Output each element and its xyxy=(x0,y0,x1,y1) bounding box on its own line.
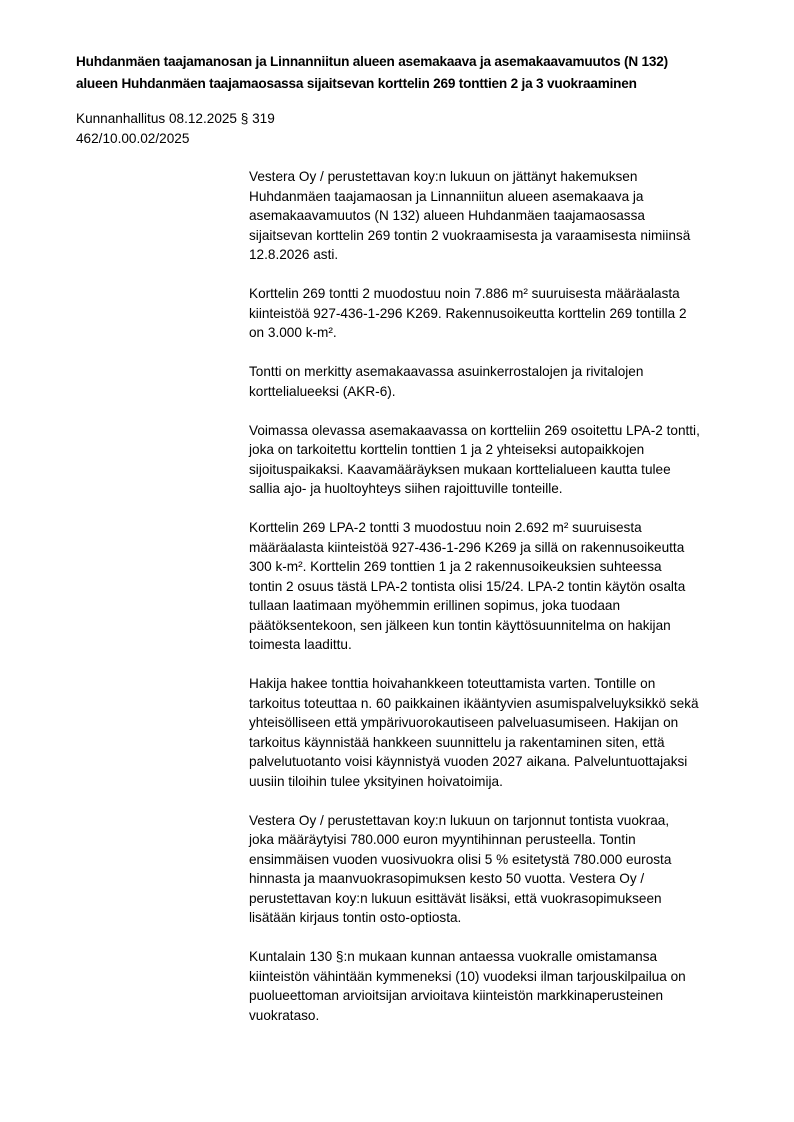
text-line: Vestera Oy / perustettavan koy:n lukuun on jättänyt hakemuksen xyxy=(249,169,638,184)
text-line: Korttelin 269 LPA-2 tontti 3 muodostuu noin 2.692 m² suuruisesta xyxy=(249,520,642,535)
document-title xyxy=(76,51,668,95)
text-line: päätöksentekoon, sen jälkeen kun tontin käyttösuunnitelma on hakijan xyxy=(249,617,671,633)
text-line: asemakaavamuutos (N 132) alueen Huhdanmäen taajamaosassa xyxy=(249,208,645,223)
text-line: Kuntalain 130 §:n mukaan kunnan antaessa vuokralle omistamansa xyxy=(249,949,658,964)
text-line: puolueettoman arvioitsijan arvioitava kiinteistön markkinaperusteinen xyxy=(249,988,664,1003)
meeting-reference: Kunnanhallitus 08.12.2025 § 319 xyxy=(76,111,275,126)
text-line: tullaan laatimaan myöhemmin erillinen sopimus, joka tuodaan xyxy=(249,598,621,613)
paragraph xyxy=(249,947,700,1025)
text-line: lisätään kirjaus tontin osto-optiosta. xyxy=(249,910,462,925)
text-line: 300 k-m². Korttelin 269 tonttien 1 ja 2 rakennusoikeuksien suhteessa xyxy=(249,559,662,574)
text-line: sallia ajo- ja huoltoyhteys siihen rajoittuville tonteille. xyxy=(249,481,563,496)
text-line: perustettavan koy:n lukuun esittävät lisäksi, että vuokrasopimukseen xyxy=(249,890,662,906)
paragraph xyxy=(249,167,700,265)
text-line: kiinteistöä 927-436-1-296 K269. Rakennusoikeutta korttelin 269 tontilla 2 xyxy=(249,305,687,321)
text-line: sijaitsevan korttelin 269 tontin 2 vuokraamisesta ja varaamisesta nimiinsä xyxy=(249,227,691,243)
text-line: tarkoitus toteuttaa n. 60 paikkainen ikääntyvien asumispalveluyksikkö sekä xyxy=(249,695,699,711)
text-line: palvelutuotanto voisi käynnistyä vuoden 2027 aikana. Palveluntuottajaksi xyxy=(249,754,688,769)
text-line: yhteisölliseen että ympärivuorokautiseen palveluasumiseen. Hakijan on xyxy=(249,715,679,730)
text-line: tarkoitus käynnistää hankkeen suunnittelu ja rakentaminen siten, että xyxy=(249,734,665,750)
paragraph xyxy=(249,284,700,343)
text-line: tontin 2 osuus tästä LPA-2 tontista olisi 15/24. LPA-2 tontin käytön osalta xyxy=(249,578,686,594)
paragraph xyxy=(249,811,700,928)
text-line: Huhdanmäen taajamaosan ja Linnanniitun alueen asemakaava ja xyxy=(249,188,644,204)
text-line: joka on tarkoitettu korttelin tonttien 1 ja 2 yhteiseksi autopaikkojen xyxy=(249,442,645,457)
text-line: hinnasta ja maanvuokrasopimuksen kesto 50 vuotta. Vestera Oy / xyxy=(249,871,645,886)
text-line: Korttelin 269 tontti 2 muodostuu noin 7.886 m² suuruisesta määräalasta xyxy=(249,286,680,301)
text-line: joka määräytyisi 780.000 euron myyntihinnan perusteella. Tontin xyxy=(249,832,636,847)
paragraph xyxy=(249,421,700,499)
record-number: 462/10.00.02/2025 xyxy=(76,130,190,146)
text-line: Vestera Oy / perustettavan koy:n lukuun on tarjonnut tontista vuokraa, xyxy=(249,812,670,828)
text-line: sijoituspaikaksi. Kaavamääräyksen mukaan korttelialueen kautta tulee xyxy=(249,461,671,477)
text-line: uusiin tiloihin tulee yksityinen hoivatoimija. xyxy=(249,773,503,789)
paragraph xyxy=(249,362,700,401)
title-line: alueen Huhdanmäen taajamaosassa sijaitsevan korttelin 269 tonttien 2 ja 3 vuokraaminen xyxy=(76,76,637,91)
document-meta xyxy=(76,109,275,148)
title-line: Huhdanmäen taajamanosan ja Linnanniitun alueen asemakaava ja asemakaavamuutos (N 132) xyxy=(76,54,668,69)
text-line: ensimmäisen vuoden vuosivuokra olisi 5 % esitetystä 780.000 eurosta xyxy=(249,851,672,867)
text-line: määräalasta kiinteistöä 927-436-1-296 K269 ja sillä on rakennusoikeutta xyxy=(249,539,685,555)
text-line: Tontti on merkitty asemakaavassa asuinkerrostalojen ja rivitalojen xyxy=(249,364,644,379)
text-line: korttelialueeksi (AKR-6). xyxy=(249,383,396,399)
text-line: kiinteistön vähintään kymmeneksi (10) vuodeksi ilman tarjouskilpailua on xyxy=(249,968,686,984)
text-line: vuokrataso. xyxy=(249,1007,320,1023)
text-line: toimesta laadittu. xyxy=(249,637,352,652)
paragraph xyxy=(249,674,700,791)
text-line: Voimassa olevassa asemakaavassa on kortteliin 269 osoitettu LPA-2 tontti, xyxy=(249,422,700,438)
text-line: on 3.000 k-m². xyxy=(249,325,337,340)
text-line: Hakija hakee tonttia hoivahankkeen toteuttamista varten. Tontille on xyxy=(249,676,656,691)
paragraph xyxy=(249,518,700,655)
document-body xyxy=(249,167,700,1045)
text-line: 12.8.2026 asti. xyxy=(249,247,339,262)
